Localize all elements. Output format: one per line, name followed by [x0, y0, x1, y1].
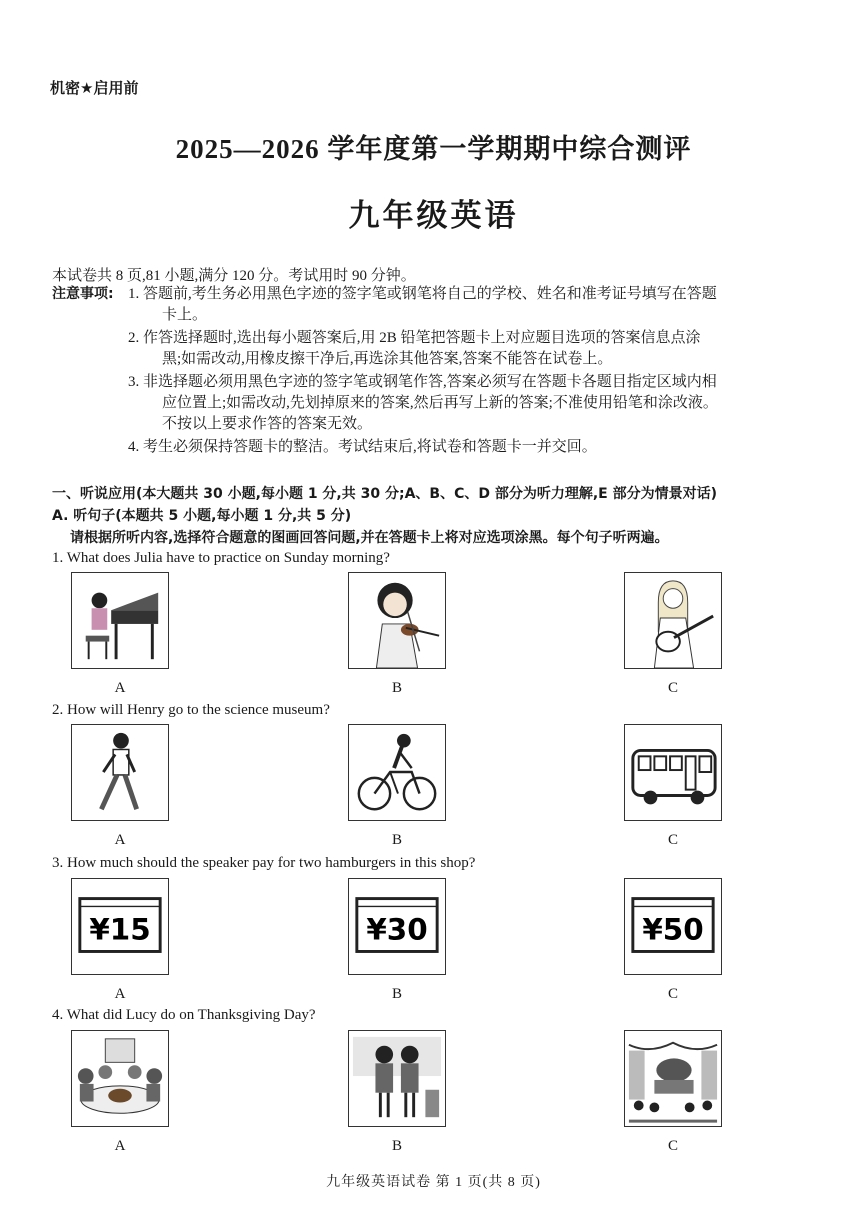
note-line: 4. 考生必须保持答题卡的整洁。考试结束后,将试卷和答题卡一并交回。: [128, 439, 597, 455]
price-sign-icon[interactable]: [624, 878, 722, 975]
question-1: 1. What does Julia have to practice on Sunday morning?: [52, 550, 390, 566]
confidential-mark: 机密★启用前: [50, 79, 139, 97]
bicycle-icon[interactable]: [348, 724, 446, 821]
price-sign-icon[interactable]: [71, 878, 169, 975]
note-line: 不按以上要求作答的答案无效。: [162, 416, 373, 432]
option-label: A: [114, 832, 126, 848]
walking-icon[interactable]: [71, 724, 169, 821]
question-2: 2. How will Henry go to the science museum?: [52, 702, 330, 718]
exam-title: 2025—2026 学年度第一学期期中综合测评: [175, 134, 692, 164]
parade-icon[interactable]: [624, 1030, 722, 1127]
subsection-heading: A. 听句子(本题共 5 小题,每小题 1 分,共 5 分): [52, 508, 352, 524]
note-line: 2. 作答选择题时,选出每小题答案后,用 2B 铅笔把答题卡上对应题目选项的答案信息点涂: [128, 330, 701, 346]
question-4: 4. What did Lucy do on Thanksgiving Day?: [52, 1007, 316, 1023]
option-label: C: [667, 1138, 678, 1154]
option-label: B: [391, 680, 402, 696]
instruction-text: 请根据所听内容,选择符合题意的图画回答问题,并在答题卡上将对应选项涂黑。每个句子听两遍。: [70, 530, 669, 546]
bus-icon[interactable]: [624, 724, 722, 821]
option-label: B: [391, 986, 402, 1002]
note-line: 3. 非选择题必须用黑色字迹的签字笔或钢笔作答,答案必须写在答题卡各题目指定区域内相: [128, 374, 717, 390]
subject-title: 九年级英语: [348, 198, 519, 234]
option-label: A: [114, 1138, 126, 1154]
question-3: 3. How much should the speaker pay for two hamburgers in this shop?: [52, 855, 476, 871]
note-line: 1. 答题前,考生务必用黑色字迹的签字笔或钢笔将自己的学校、姓名和准考证号填写在答题: [128, 286, 717, 302]
guitar-icon[interactable]: [624, 572, 722, 669]
note-line: 应位置上;如需改动,先划掉原来的答案,然后再写上新的答案;不准使用铅笔和涂改液。: [162, 395, 718, 411]
price-sign-icon[interactable]: [348, 878, 446, 975]
friends-chat-icon[interactable]: [348, 1030, 446, 1127]
note-line: 卡上。: [162, 307, 208, 323]
option-label: C: [667, 986, 678, 1002]
note-line: 黑;如需改动,用橡皮擦干净后,再选涂其他答案,答案不能答在试卷上。: [162, 351, 613, 367]
section-heading: 一、听说应用(本大题共 30 小题,每小题 1 分,共 30 分;A、B、C、D 部分为听力理解,E 部分为情景对话): [52, 486, 718, 502]
notes-heading: 注意事项:: [52, 286, 114, 302]
family-dinner-icon[interactable]: [71, 1030, 169, 1127]
option-label: B: [391, 1138, 402, 1154]
price-text: ¥15: [89, 912, 151, 947]
option-label: B: [391, 832, 402, 848]
option-label: A: [114, 986, 126, 1002]
violin-icon[interactable]: [348, 572, 446, 669]
piano-icon[interactable]: [71, 572, 169, 669]
price-text: ¥30: [366, 912, 428, 947]
option-label: C: [667, 832, 678, 848]
option-label: A: [114, 680, 126, 696]
option-label: C: [667, 680, 678, 696]
page-footer: 九年级英语试卷 第 1 页(共 8 页): [326, 1175, 541, 1190]
exam-intro: 本试卷共 8 页,81 小题,满分 120 分。考试用时 90 分钟。: [52, 268, 416, 284]
price-text: ¥50: [642, 912, 704, 947]
